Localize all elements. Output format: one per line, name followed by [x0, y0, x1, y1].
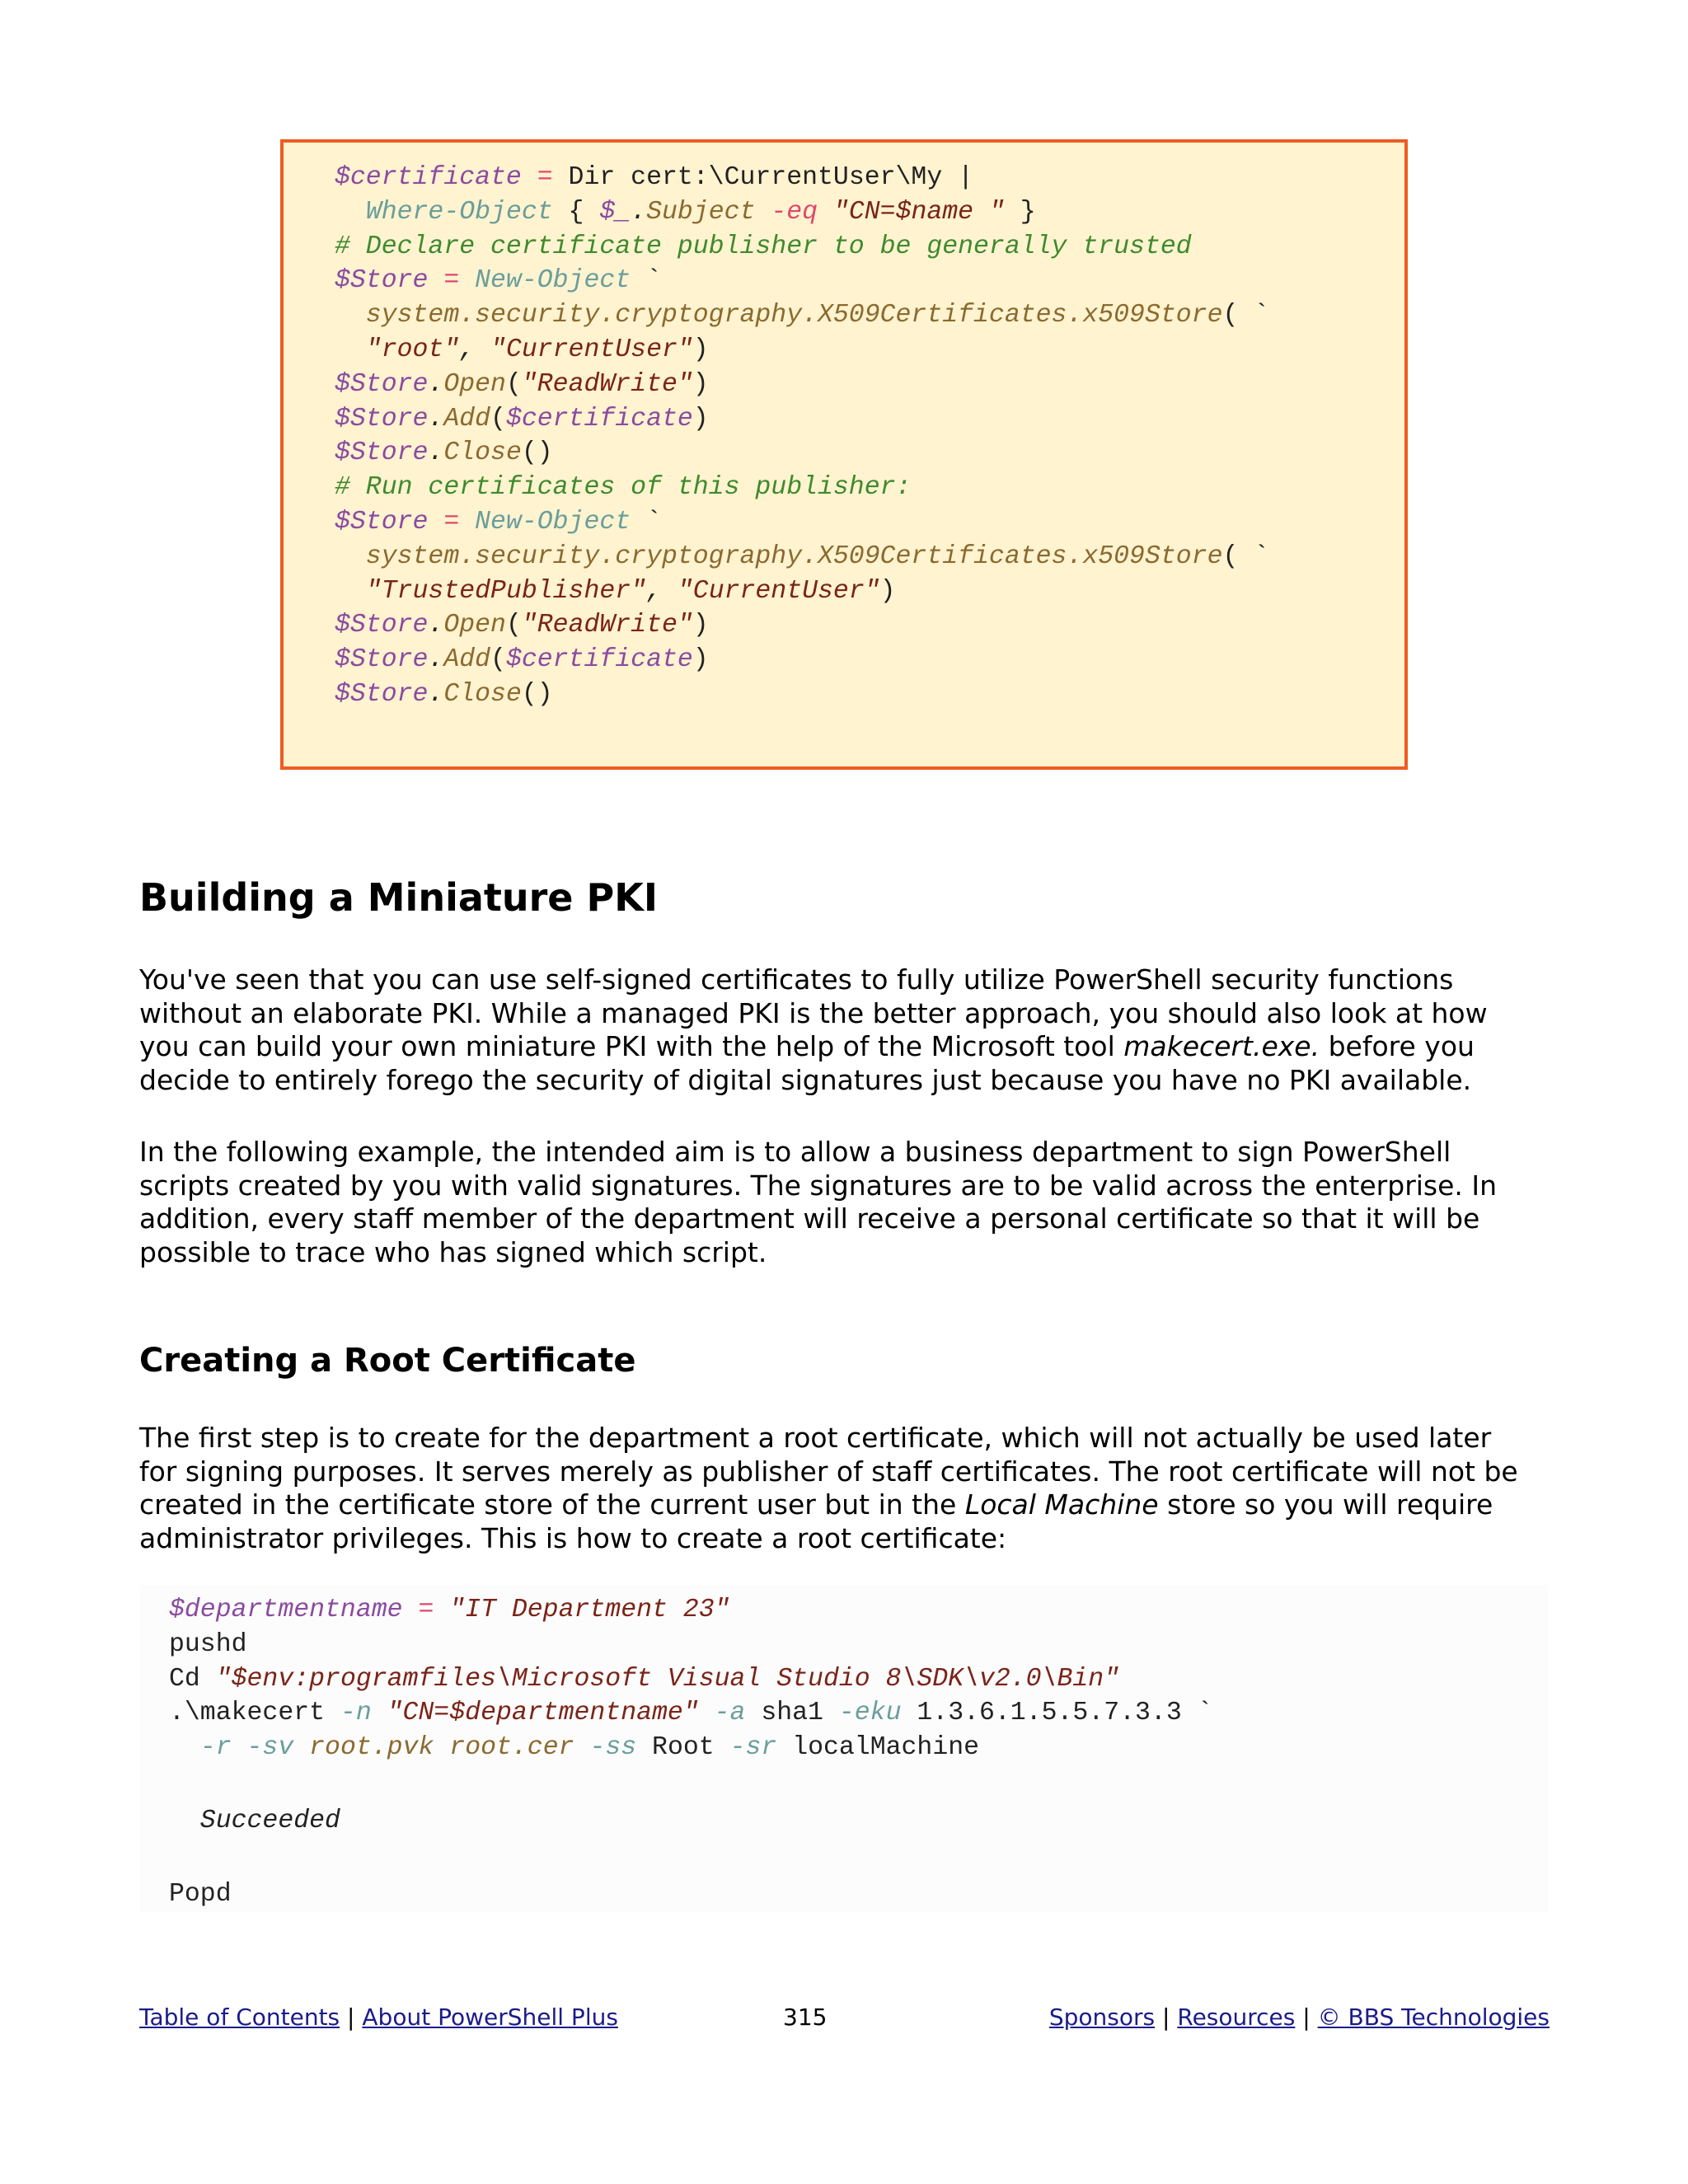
code-line [140, 1696, 1548, 1731]
code-token: root.cer [449, 1733, 574, 1763]
code-token: Close [443, 438, 522, 468]
code-token: $certificate [505, 645, 693, 675]
code-token: "CN=$name " [832, 197, 1005, 227]
code-token: ) [692, 369, 709, 399]
code-token: ) [692, 611, 709, 640]
code-token: ` [631, 507, 662, 537]
code-token [574, 1733, 590, 1762]
code-line [335, 540, 1404, 574]
code-token: "$env:programfiles\Microsoft Visual Studio 8\SDK\v2.0\Bin" [215, 1664, 1120, 1694]
code-token: = [443, 507, 460, 537]
code-token: . [428, 404, 444, 434]
code-token: . [428, 645, 444, 675]
code-line [140, 1731, 1548, 1765]
code-token: "root" [365, 335, 460, 364]
code-blank-line [140, 1839, 1548, 1877]
code-token: -a [714, 1699, 746, 1728]
code-token: $Store [335, 404, 429, 434]
code-token [372, 1699, 387, 1727]
code-line [335, 436, 1404, 471]
code-token: . [631, 197, 647, 227]
code-token: $departmentname [169, 1596, 403, 1624]
code-token: -ss [589, 1733, 637, 1763]
code-token: = [418, 1596, 434, 1624]
code-line [335, 161, 1404, 195]
code-token: Where-Object [365, 197, 553, 227]
code-token: $_ [599, 197, 631, 227]
code-line [335, 402, 1404, 437]
code-token: $Store [335, 369, 429, 399]
code-token: ( [505, 369, 522, 399]
code-token: Add [443, 645, 491, 675]
code-line [140, 1662, 1548, 1697]
code-token [459, 266, 475, 295]
code-line [335, 264, 1404, 298]
paragraph-root-cert-text-end: store so you will require administrator privileges. This is how to create a root certificate: [139, 1488, 1493, 1555]
code-token: () [521, 438, 553, 468]
code-token: $Store [335, 645, 429, 675]
code-token: -eku [838, 1699, 902, 1728]
subsection-heading-root-certificate: Creating a Root Certificate [139, 1342, 636, 1380]
code-token [428, 266, 443, 295]
code-token [459, 508, 475, 537]
code-token: "TrustedPublisher" [365, 576, 647, 606]
code-token [335, 577, 366, 606]
code-line [335, 574, 1404, 609]
code-token: $Store [335, 438, 429, 468]
code-token: -sr [729, 1733, 777, 1763]
table-of-contents-link[interactable]: Table of Contents [139, 2004, 340, 2031]
page-footer [139, 2004, 1550, 2038]
code-token: localMachine [776, 1733, 980, 1763]
code-token: .\makecert [169, 1699, 340, 1728]
paragraph-root-cert [139, 1422, 1557, 1556]
code-token [335, 335, 366, 364]
code-token: , [646, 576, 678, 606]
code-token: ( ` [1222, 541, 1270, 571]
code-line [140, 1804, 1548, 1839]
code-token: $Store [335, 611, 429, 640]
code-line [140, 1593, 1548, 1628]
paragraph-root-cert-text: The first step is to create for the department a root certificate, which will not actually be used later for signing purposes. It serves merely as publisher of staff certificates. The root certificate will not be created in the certificate store of the current user but in the [139, 1422, 1518, 1521]
code-token: { [552, 197, 600, 227]
section-heading-miniature-pki: Building a Miniature PKI [139, 875, 658, 920]
code-token: ) [879, 576, 896, 606]
code-line [335, 505, 1404, 540]
code-line [140, 1628, 1548, 1662]
code-token: $Store [335, 507, 429, 537]
code-token: . [428, 611, 444, 640]
code-token: $certificate [505, 404, 693, 434]
code-token: } [1004, 197, 1036, 227]
code-token: Add [443, 404, 491, 434]
code-line [335, 677, 1404, 712]
code-token: # Declare certificate publisher to be generally trusted [335, 232, 1192, 261]
code-token: $Store [335, 679, 429, 709]
code-token: Succeeded [169, 1806, 340, 1835]
code-token: = [443, 266, 460, 296]
code-token: . [428, 369, 444, 399]
code-token: ( ` [1222, 301, 1270, 330]
code-token: sha1 [745, 1699, 839, 1728]
code-token: Dir cert:\CurrentUser\My | [552, 163, 974, 192]
code-line [335, 471, 1404, 505]
code-line [335, 643, 1404, 677]
sponsors-link[interactable]: Sponsors [1048, 2004, 1156, 2031]
code-blank-line [140, 1765, 1548, 1804]
code-token: # Run certificates of this publisher: [335, 473, 912, 503]
code-token: "CurrentUser" [490, 335, 693, 364]
paragraph-intro-text-end: before you decide to entirely forego the security of digital signatures just because you have no PKI available. [139, 1030, 1475, 1097]
code-token [335, 198, 366, 227]
footer-right [1049, 2004, 1550, 2031]
footer-left [139, 2004, 618, 2031]
code-line [335, 230, 1404, 265]
code-token: -eq [771, 197, 818, 227]
footer-separator: | [1302, 2004, 1311, 2031]
code-token: root.pvk [309, 1733, 434, 1763]
code-token: Popd [169, 1879, 232, 1909]
code-token: $Store [335, 266, 429, 296]
code-token [699, 1699, 715, 1727]
code-block-makecert [140, 1585, 1548, 1912]
code-line [335, 298, 1404, 333]
code-token: , [459, 335, 491, 364]
code-token [434, 1596, 449, 1624]
code-token: $certificate [335, 163, 522, 192]
code-token: "CN=$departmentname" [387, 1699, 699, 1728]
bbs-technologies-link[interactable]: © BBS Technologies [1317, 2004, 1550, 2031]
code-token: () [521, 679, 553, 709]
paragraph-intro [139, 963, 1557, 1098]
code-token: system.security.cryptography.X509Certificates.x509Store [335, 541, 1223, 571]
about-powershell-plus-link[interactable]: About PowerShell Plus [362, 2004, 618, 2031]
footer-separator: | [347, 2004, 355, 2031]
code-token: ( [490, 645, 506, 675]
code-token [232, 1733, 247, 1762]
paragraph-intro-text: You've seen that you can use self-signed certificates to fully utilize PowerShell security functions without an elaborate PKI. While a managed PKI is the better approach, you should also look at how you can build your own miniature PKI with the help of the Microsoft tool [139, 963, 1488, 1063]
code-token: ` [631, 266, 662, 296]
code-token: ( [490, 404, 506, 434]
page-number: 315 [783, 2004, 828, 2031]
code-token: system.security.cryptography.X509Certificates.x509Store [335, 301, 1223, 330]
code-token: "IT Department 23" [449, 1596, 730, 1624]
code-line [140, 1877, 1548, 1912]
code-line [335, 368, 1404, 402]
code-line [335, 195, 1404, 230]
code-token: 1.3.6.1.5.5.7.3.3 ` [901, 1699, 1213, 1728]
code-token: = [537, 163, 553, 192]
code-token: ( [505, 611, 522, 640]
code-token: Cd [169, 1664, 216, 1694]
code-token [522, 163, 537, 192]
code-token: -n [340, 1699, 372, 1728]
footer-separator: | [1162, 2004, 1170, 2031]
code-token: "CurrentUser" [677, 576, 880, 606]
code-token: -r [199, 1733, 232, 1763]
code-line [335, 333, 1404, 368]
code-token: New-Object [475, 266, 631, 296]
code-token: . [428, 438, 444, 468]
paragraph-example: In the following example, the intended aim is to allow a business department to sign PowerShell scripts created by you with valid signatures. The signatures are to be valid across the enterprise. In addition, every staff member of the department will receive a personal certificate so that it will be possible to trace who has signed which script. [139, 1136, 1498, 1269]
code-token: ) [692, 335, 709, 364]
makecert-emphasis: makecert.exe. [1123, 1030, 1320, 1063]
code-token [818, 198, 833, 227]
local-machine-emphasis: Local Machine [964, 1488, 1159, 1521]
code-token: -sv [246, 1733, 294, 1763]
code-token: Open [443, 611, 506, 640]
resources-link[interactable]: Resources [1177, 2004, 1296, 2031]
code-token: New-Object [475, 507, 631, 537]
code-token: Root [636, 1733, 730, 1763]
code-token: ) [692, 645, 709, 675]
code-token: Subject [646, 197, 756, 227]
code-token: "ReadWrite" [521, 611, 693, 640]
code-token [434, 1733, 449, 1762]
code-token [428, 508, 443, 537]
code-token [169, 1733, 200, 1762]
code-token [755, 198, 771, 227]
code-token: Close [443, 679, 522, 709]
code-block-certificate-store [280, 139, 1408, 770]
code-token: pushd [169, 1629, 247, 1659]
code-token: "ReadWrite" [521, 369, 693, 399]
code-token [293, 1733, 309, 1762]
code-token [403, 1596, 419, 1624]
code-token: . [428, 679, 444, 709]
code-line [335, 608, 1404, 643]
code-token: Open [443, 369, 506, 399]
code-token: ) [692, 404, 709, 434]
